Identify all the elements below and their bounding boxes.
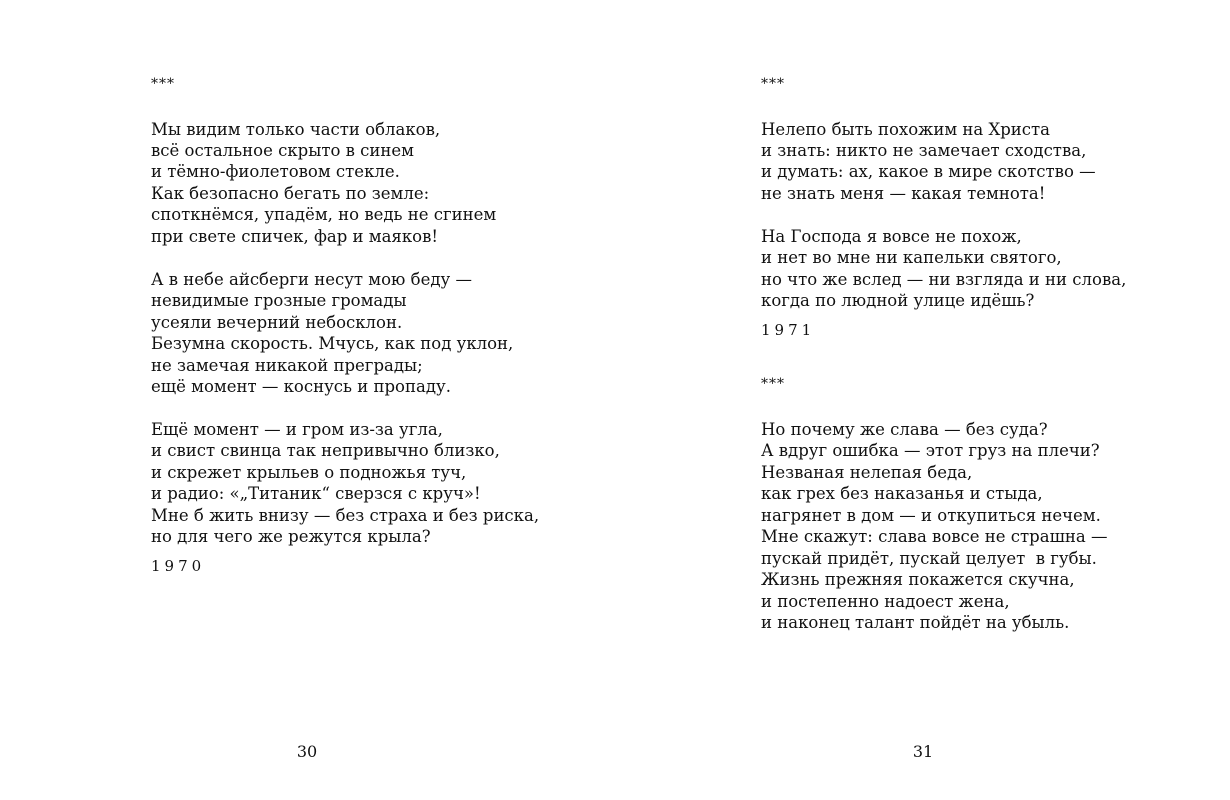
poem-separator: *** bbox=[761, 376, 785, 392]
poem-year: 1971 bbox=[761, 321, 816, 339]
poem-line: не замечая никакой преграды; bbox=[151, 356, 423, 375]
poem-line: при свете спичек, фар и маяков! bbox=[151, 227, 438, 246]
poem-line: но что же вслед — ни взгляда и ни слова, bbox=[761, 270, 1127, 289]
poem-line: А вдруг ошибка — этот груз на плечи? bbox=[761, 441, 1100, 460]
poem-line: и скрежет крыльев о подножья туч, bbox=[151, 463, 467, 482]
poem-line: и постепенно надоест жена, bbox=[761, 592, 1010, 611]
right-page bbox=[615, 0, 1230, 800]
poem-line: Мы видим только части облаков, bbox=[151, 120, 441, 139]
poem-line: Ещё момент — и гром из-за угла, bbox=[151, 420, 443, 439]
poem-line: невидимые грозные громады bbox=[151, 291, 407, 310]
poem-line: Жизнь прежняя покажется скучна, bbox=[761, 570, 1075, 589]
poem-line: всё остальное скрыто в синем bbox=[151, 141, 415, 160]
poem-line: и свист свинца так непривычно близко, bbox=[151, 441, 500, 460]
poem-line: и тёмно-фиолетовом стекле. bbox=[151, 162, 400, 181]
poem-line: и радио: «„Титаник“ сверзся с круч»! bbox=[151, 484, 481, 503]
poem-line: Незваная нелепая беда, bbox=[761, 463, 973, 482]
poem-separator: *** bbox=[151, 76, 175, 92]
poem-line: как грех без наказанья и стыда, bbox=[761, 484, 1043, 503]
poem-line: Но почему же слава — без суда? bbox=[761, 420, 1048, 439]
poem-line: и нет во мне ни капельки святого, bbox=[761, 248, 1062, 267]
poem-line: нагрянет в дом — и откупиться нечем. bbox=[761, 506, 1101, 525]
poem-line: На Господа я вовсе не похож, bbox=[761, 227, 1022, 246]
poem-separator: *** bbox=[761, 76, 785, 92]
poem-line: усеяли вечерний небосклон. bbox=[151, 313, 403, 332]
poem-line: А в небе айсберги несут мою беду — bbox=[151, 270, 472, 289]
poem-line: споткнёмся, упадём, но ведь не сгинем bbox=[151, 205, 497, 224]
poem-line: Безумна скорость. Мчусь, как под уклон, bbox=[151, 334, 514, 353]
poem-line: но для чего же режутся крыла? bbox=[151, 527, 431, 546]
poem-line: и наконец талант пойдёт на убыль. bbox=[761, 613, 1070, 632]
poem-line: и знать: никто не замечает сходства, bbox=[761, 141, 1087, 160]
page-number: 31 bbox=[912, 742, 934, 761]
poem-line: Нелепо быть похожим на Христа bbox=[761, 120, 1051, 139]
poem-line: и думать: ах, какое в мире скотство — bbox=[761, 162, 1096, 181]
poem-line: пускай придёт, пускай целует в губы. bbox=[761, 549, 1097, 568]
poem-line: Мне скажут: слава вовсе не страшна — bbox=[761, 527, 1108, 546]
poem-line: Мне б жить внизу — без страха и без риска, bbox=[151, 506, 540, 525]
page-number: 30 bbox=[296, 742, 318, 761]
poem-year: 1970 bbox=[151, 557, 206, 575]
poem-line: Как безопасно бегать по земле: bbox=[151, 184, 430, 203]
poem-line: не знать меня — какая темнота! bbox=[761, 184, 1046, 203]
poem-line: когда по людной улице идёшь? bbox=[761, 291, 1035, 310]
poem-line: ещё момент — коснусь и пропаду. bbox=[151, 377, 451, 396]
